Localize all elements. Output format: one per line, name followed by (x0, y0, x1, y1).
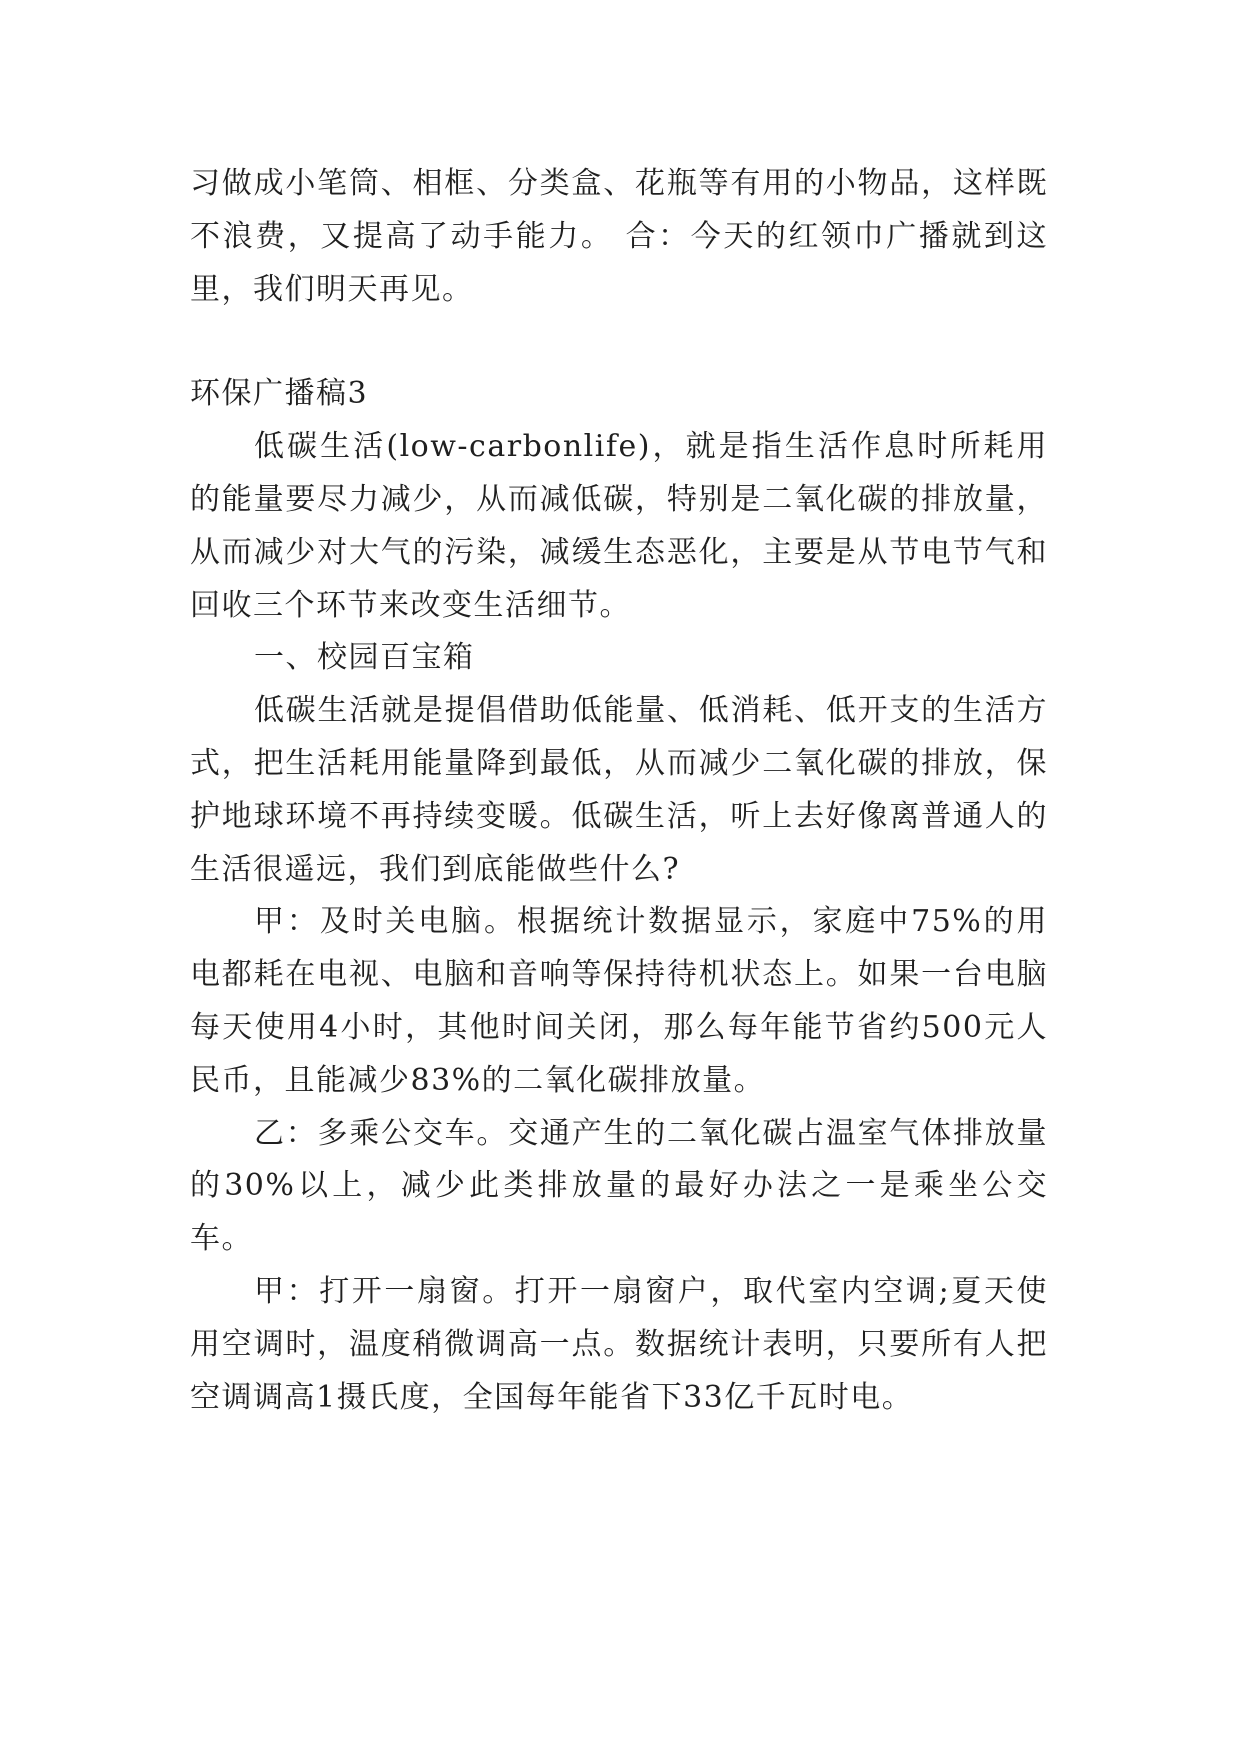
paragraph-intro: 低碳生活(low-carbonlife)，就是指生活作息时所耗用的能量要尽力减少，从而减低碳，特别是二氧化碳的排放量，从而减少对大气的污染，减缓生态恶化，主要是从节电节气和回收三个环节来改变生活细节。 (190, 429, 1048, 623)
paragraph-jia-2: 甲：打开一扇窗。打开一扇窗户，取代室内空调;夏天使用空调时，温度稍微调高一点。数据统计表明，只要所有人把空调调高1摄氏度，全国每年能省下33亿千瓦时电。 (190, 1273, 1048, 1415)
document-body (190, 158, 1048, 1424)
paragraph-lowcarbon: 低碳生活就是提倡借助低能量、低消耗、低开支的生活方式，把生活耗用能量降到最低，从而减少二氧化碳的排放，保护地球环境不再持续变暖。低碳生活，听上去好像离普通人的生活很遥远，我们到底能做些什么? (190, 693, 1048, 887)
paragraph-yi-1: 乙：多乘公交车。交通产生的二氧化碳占温室气体排放量的30%以上，减少此类排放量的最好办法之一是乘坐公交车。 (190, 1115, 1048, 1257)
paragraph-jia-1: 甲：及时关电脑。根据统计数据显示，家庭中75%的用电都耗在电视、电脑和音响等保持待机状态上。如果一台电脑每天使用4小时，其他时间关闭，那么每年能节省约500元人民币，且能减少83%的二氧化碳排放量。 (190, 904, 1048, 1098)
paragraph-continuation: 习做成小笔筒、相框、分类盒、花瓶等有用的小物品，这样既不浪费，又提高了动手能力。 合：今天的红领巾广播就到这里，我们明天再见。 (190, 166, 1048, 307)
section-title: 环保广播稿3 (190, 376, 369, 412)
section-heading-1: 一、校园百宝箱 (254, 640, 475, 676)
